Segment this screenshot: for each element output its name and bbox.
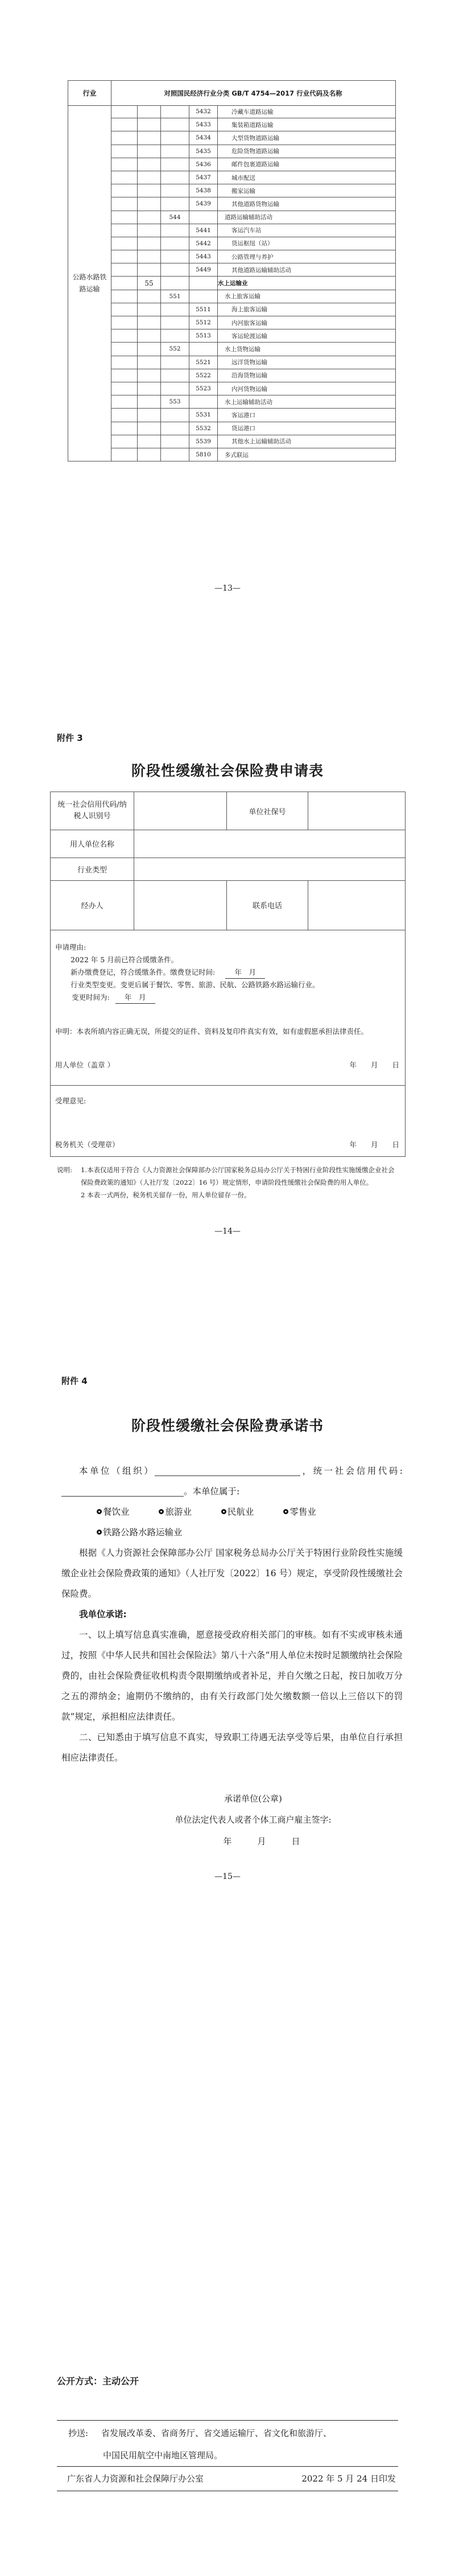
reason-option-1[interactable]: 2022 年 5 月前已符合缓缴条件。 xyxy=(71,955,179,964)
employer-seal-label: 用人单位（盖章 ） xyxy=(55,1061,114,1069)
code-level-4: 5435 xyxy=(189,145,218,158)
radio-circle-icon xyxy=(159,1509,164,1514)
code-level-4 xyxy=(189,343,218,355)
industry-name-cell: 海上旅客运输 xyxy=(231,306,267,314)
code-level-3 xyxy=(161,250,189,263)
table-row xyxy=(111,131,395,145)
code-level-2 xyxy=(138,356,161,369)
option-aviation[interactable] xyxy=(204,1502,254,1522)
industry-name-cell: 大型货物道路运输 xyxy=(231,134,279,142)
table-row xyxy=(111,250,395,263)
signature-representative: 单位法定代表人或者个体工商户雇主签字: xyxy=(175,1815,332,1825)
table-row xyxy=(111,171,395,184)
industry-name-cell: 水上旅客运输 xyxy=(225,293,260,300)
table-row xyxy=(111,211,395,224)
industry-name-cell: 内河货物运输 xyxy=(231,385,267,393)
code-level-2 xyxy=(138,382,161,395)
cc-line-1: 省发展改革委、省商务厅、省交通运输厅、省文化和旅游厅、 xyxy=(101,2428,332,2438)
change-date-row xyxy=(72,991,155,1004)
code-level-2 xyxy=(138,105,161,118)
industry-name-cell: 水上运输辅助活动 xyxy=(225,398,272,406)
organization-name-field[interactable] xyxy=(155,1464,300,1476)
code-level-4 xyxy=(189,277,218,289)
code-level-3 xyxy=(161,277,189,289)
code-level-4: 5449 xyxy=(189,263,218,276)
signature-date: 年 月 日 xyxy=(223,1836,300,1847)
table-row xyxy=(111,448,395,461)
industry-name-cell: 水上货物运输 xyxy=(225,345,260,353)
industry-name-cell: 其他道路货物运输 xyxy=(231,200,279,208)
code-level-3: 552 xyxy=(161,343,189,355)
table-row xyxy=(111,290,395,303)
divider xyxy=(57,2420,398,2421)
industry-name-cell: 内河旅客运输 xyxy=(231,319,267,327)
code-level-2 xyxy=(138,224,161,237)
code-level-4: 5522 xyxy=(189,369,218,382)
intro-text-1: 本单位（组织） xyxy=(79,1466,155,1476)
radio-circle-icon xyxy=(283,1509,288,1514)
credit-code-label: 统一社会信用代码/纳税人识别号 xyxy=(57,801,127,821)
code-level-1 xyxy=(111,356,138,369)
industry-name-cell: 道路运输辅助活动 xyxy=(225,214,272,221)
industry-name-cell: 其他道路运输辅助活动 xyxy=(231,266,291,274)
issue-date: 2022 年 5 月 24 日印发 xyxy=(301,2474,396,2484)
table-row xyxy=(111,237,395,250)
tax-authority-seal-label: 税务机关（受理章） xyxy=(55,1140,119,1149)
code-level-4: 5512 xyxy=(189,316,218,329)
industry-type-field[interactable] xyxy=(134,858,405,880)
table-row xyxy=(111,435,395,448)
code-level-2 xyxy=(138,329,161,342)
code-level-3 xyxy=(161,303,189,316)
code-level-4: 5438 xyxy=(189,184,218,197)
acceptance-opinion-label: 受理意见: xyxy=(55,1097,86,1105)
code-level-3 xyxy=(161,118,189,131)
code-level-2 xyxy=(138,435,161,448)
industry-options xyxy=(61,1502,403,1522)
code-level-3 xyxy=(161,197,189,210)
code-level-3 xyxy=(161,316,189,329)
code-level-2: 55 xyxy=(138,277,161,289)
code-level-2 xyxy=(138,237,161,250)
code-level-1 xyxy=(111,290,138,303)
industry-name-cell: 货运枢纽（站） xyxy=(231,240,274,248)
code-level-3 xyxy=(161,171,189,184)
industry-name-cell: 危险货物道路运输 xyxy=(231,148,279,155)
industry-name-cell: 客运港口 xyxy=(231,411,255,419)
application-form xyxy=(50,792,406,1157)
code-level-3: 551 xyxy=(161,290,189,303)
code-level-2 xyxy=(138,171,161,184)
code-level-2 xyxy=(138,118,161,131)
code-level-4: 5810 xyxy=(189,448,218,461)
table-row xyxy=(111,343,395,356)
code-level-2 xyxy=(138,343,161,355)
page-number: —15— xyxy=(214,1872,241,1881)
code-level-2 xyxy=(138,422,161,435)
code-level-1 xyxy=(111,211,138,224)
code-level-4: 5441 xyxy=(189,224,218,237)
option-label: 餐饮业 xyxy=(103,1507,130,1517)
radio-circle-icon xyxy=(97,1509,102,1514)
code-level-1 xyxy=(111,316,138,329)
code-level-3 xyxy=(161,409,189,421)
code-level-1 xyxy=(111,435,138,448)
declaration-text: 申明：本表所填内容正确无误，所提交的证件、资料及复印件真实有效，如有虚假愿承担法律责任。 xyxy=(55,1027,369,1036)
option-label: 旅游业 xyxy=(165,1507,192,1517)
signature-unit: 承诺单位(公章) xyxy=(224,1794,282,1804)
code-level-3 xyxy=(161,448,189,461)
code-level-1 xyxy=(111,448,138,461)
code-level-1 xyxy=(111,277,138,289)
notes-label: 说明: xyxy=(57,1166,72,1174)
reason-option-2[interactable] xyxy=(71,966,265,979)
industry-name-cell: 沿海货物运输 xyxy=(231,372,267,380)
industry-cell xyxy=(68,105,111,461)
handler-label: 经办人 xyxy=(81,902,104,910)
code-level-3 xyxy=(161,237,189,250)
intro-text-2: ，统一社会信用代码: xyxy=(300,1466,403,1476)
code-level-3 xyxy=(161,422,189,435)
pledge-2: 二、已知悉由于填写信息不真实，导致职工待遇无法享受等后果，由单位自行承担相应法律责任。 xyxy=(61,1732,403,1763)
reason-option-3[interactable]: 行业类型变更。变更后属于餐饮、零售、旅游、民航、公路铁路水路运输行业。 xyxy=(71,980,320,989)
code-level-1 xyxy=(111,303,138,316)
table-row xyxy=(111,409,395,422)
code-level-3: 553 xyxy=(161,395,189,408)
code-level-1 xyxy=(111,369,138,382)
industry-name-cell: 邮件包裹道路运输 xyxy=(231,161,279,168)
code-level-4 xyxy=(189,395,218,408)
industry-name-cell: 客运轮渡运输 xyxy=(231,332,267,340)
table-row xyxy=(111,316,395,329)
code-level-1 xyxy=(111,171,138,184)
table-row xyxy=(111,118,395,131)
code-level-1 xyxy=(111,145,138,158)
note-item-2: 2 本表一式两份，税务机关留存一份，用人单位留存一份。 xyxy=(81,1191,251,1199)
credit-code-field[interactable] xyxy=(134,792,226,830)
code-level-2 xyxy=(138,369,161,382)
cc-line-2: 中国民用航空中南地区管理局。 xyxy=(103,2450,223,2460)
employer-name-label: 用人单位名称 xyxy=(69,840,114,849)
code-level-3 xyxy=(161,224,189,237)
employer-seal-date: 年 月 日 xyxy=(349,1061,399,1069)
table-row xyxy=(111,303,395,316)
table-body xyxy=(111,105,395,461)
code-level-3 xyxy=(161,329,189,342)
code-level-3: 544 xyxy=(161,211,189,224)
industry-name-cell: 城市配送 xyxy=(231,174,255,182)
code-level-2 xyxy=(138,250,161,263)
table-row xyxy=(111,277,395,290)
code-level-4: 5439 xyxy=(189,197,218,210)
intro-text-3: 。本单位属于: xyxy=(184,1486,240,1497)
page-number: —14— xyxy=(214,1227,241,1236)
radio-circle-icon xyxy=(97,1530,102,1535)
code-level-2 xyxy=(138,145,161,158)
table-row xyxy=(111,369,395,382)
code-level-3 xyxy=(161,435,189,448)
industry-name-cell: 其他水上运输辅助活动 xyxy=(231,438,291,446)
code-level-3 xyxy=(161,184,189,197)
code-level-4: 5437 xyxy=(189,171,218,184)
code-level-2 xyxy=(138,184,161,197)
code-level-3 xyxy=(161,131,189,144)
option-label: 零售业 xyxy=(289,1507,316,1517)
code-level-4: 5531 xyxy=(189,409,218,421)
code-level-3 xyxy=(161,158,189,171)
credit-code-field[interactable] xyxy=(61,1485,184,1497)
code-level-4: 5432 xyxy=(189,105,218,118)
code-level-2 xyxy=(138,263,161,276)
code-level-1 xyxy=(111,105,138,118)
code-level-2 xyxy=(138,158,161,171)
code-level-1 xyxy=(111,329,138,342)
code-level-1 xyxy=(111,409,138,421)
table-row xyxy=(111,184,395,197)
industry-type-label: 行业类型 xyxy=(77,865,107,875)
handler-field[interactable] xyxy=(134,880,226,930)
industry-name: 公路水路铁路运输 xyxy=(72,273,107,293)
code-level-2 xyxy=(138,131,161,144)
registration-date-field[interactable]: 年 月 xyxy=(225,966,265,979)
code-level-2 xyxy=(138,303,161,316)
industry-name-cell: 搬家运输 xyxy=(231,187,255,195)
code-level-1 xyxy=(111,343,138,355)
table-row xyxy=(111,105,395,118)
table-row xyxy=(111,356,395,369)
basis-paragraph: 根据《人力资源社会保障部办公厅 国家税务总局办公厅关于特困行业阶段性实施缓缴企业社会保险费政策的通知》（人社厅发〔2022〕16 号）规定，享受阶段性缓缴社会保险费。 xyxy=(61,1548,403,1599)
industry-name-cell: 客运汽车站 xyxy=(231,227,262,234)
intro-paragraph xyxy=(61,1461,403,1502)
code-level-4: 5511 xyxy=(189,303,218,316)
table-row xyxy=(111,263,395,277)
industry-options-2 xyxy=(61,1522,403,1543)
reason-option-2-text: 新办缴费登记，符合缓缴条件。缴费登记时间: xyxy=(71,968,216,976)
industry-name-cell: 货运港口 xyxy=(231,425,255,432)
option-retail[interactable] xyxy=(266,1502,316,1522)
pledge-heading: 我单位承诺: xyxy=(79,1609,127,1619)
option-transport[interactable] xyxy=(79,1522,183,1543)
code-level-1 xyxy=(111,395,138,408)
industry-name-cell: 水上运输业 xyxy=(218,280,248,287)
code-level-4: 5539 xyxy=(189,435,218,448)
code-level-1 xyxy=(111,118,138,131)
table-row xyxy=(111,145,395,158)
divider xyxy=(51,1085,405,1086)
code-level-2 xyxy=(138,448,161,461)
industry-code-table xyxy=(68,80,396,461)
code-level-3 xyxy=(161,356,189,369)
table-row xyxy=(111,158,395,171)
industry-name-cell: 冷藏车道路运输 xyxy=(231,108,274,116)
industry-name-cell: 多式联运 xyxy=(225,451,249,459)
table-row xyxy=(111,197,395,211)
code-level-1 xyxy=(111,422,138,435)
code-level-1 xyxy=(111,184,138,197)
code-level-4: 5443 xyxy=(189,250,218,263)
industry-name-cell: 远洋货物运输 xyxy=(231,359,267,366)
code-level-1 xyxy=(111,263,138,276)
code-level-3 xyxy=(161,145,189,158)
employer-name-field[interactable] xyxy=(134,830,405,858)
table-header xyxy=(68,81,395,106)
code-level-1 xyxy=(111,158,138,171)
code-level-1 xyxy=(111,237,138,250)
table-row xyxy=(111,395,395,409)
table-row xyxy=(111,382,395,395)
option-catering[interactable] xyxy=(79,1502,130,1522)
code-level-4: 5436 xyxy=(189,158,218,171)
option-tourism[interactable] xyxy=(141,1502,192,1522)
note-item-1: 1.本表仅适用于符合《人力资源社会保障部办公厅国家税务总局办公厅关于特困行业阶段性实施缓缴企业社会保险费政策的通知》（人社厅发〔2022〕16 号）规定情形，申请阶段性缓缴社会保险费的用人单位。 xyxy=(81,1166,395,1186)
phone-label: 联系电话 xyxy=(252,902,282,910)
change-date-field[interactable]: 年 月 xyxy=(115,991,155,1004)
code-level-1 xyxy=(111,382,138,395)
option-label: 铁路公路水路运输业 xyxy=(103,1527,183,1538)
radio-circle-icon xyxy=(221,1509,226,1514)
code-level-3 xyxy=(161,369,189,382)
code-level-4: 5513 xyxy=(189,329,218,342)
page-title: 阶段性缓缴社会保险费申请表 xyxy=(131,763,324,779)
attachment-label: 附件 4 xyxy=(61,1376,88,1386)
social-security-no-field[interactable] xyxy=(308,792,405,830)
code-level-4: 5434 xyxy=(189,131,218,144)
phone-field[interactable] xyxy=(308,880,405,930)
industry-name-cell: 集装箱道路运输 xyxy=(231,121,274,129)
disclosure-method: 公开方式：主动公开 xyxy=(57,2376,139,2387)
code-level-1 xyxy=(111,224,138,237)
code-level-2 xyxy=(138,197,161,210)
code-level-2 xyxy=(138,290,161,303)
header-industry: 行业 xyxy=(68,81,111,105)
notes-body xyxy=(81,1164,396,1201)
code-level-3 xyxy=(161,382,189,395)
commitment-body xyxy=(61,1461,403,1768)
header-codes: 对照国民经济行业分类 GB/T 4754—2017 行业代码及名称 xyxy=(164,89,342,97)
industry-name-cell: 公路管理与养护 xyxy=(231,253,274,261)
attachment-label: 附件 3 xyxy=(57,733,83,743)
code-level-3 xyxy=(161,263,189,276)
cc-label: 抄送: xyxy=(68,2428,89,2438)
page-title: 阶段性缓缴社会保险费承诺书 xyxy=(131,1417,324,1434)
issuer: 广东省人力资源和社会保障厅办公室 xyxy=(67,2474,204,2484)
code-level-4 xyxy=(189,211,218,224)
code-level-2 xyxy=(138,316,161,329)
table-row xyxy=(111,329,395,343)
divider xyxy=(57,2466,398,2467)
social-security-no-label: 单位社保号 xyxy=(249,807,286,817)
tax-authority-date: 年 月 日 xyxy=(349,1140,399,1149)
code-level-4: 5433 xyxy=(189,118,218,131)
reason-label: 申请理由: xyxy=(55,943,86,951)
code-level-4: 5521 xyxy=(189,356,218,369)
pledge-1: 一、以上填写信息真实准确，愿意接受政府相关部门的审核。如有不实或审核未通过，按照《中华人民共和国社会保险法》第八十六条“用人单位未按时足额缴纳社会保险费的，由社会保险费征收机构责令限期缴纳或者补足，并自欠缴之日起，按日加收万分之五的滞纳金；逾期仍不缴纳的，由有关行政部门处欠缴数额一倍以上三倍以下的罚款”规定，承担相应法律责任。 xyxy=(61,1630,403,1722)
code-level-2 xyxy=(138,211,161,224)
table-row xyxy=(111,224,395,237)
code-level-4 xyxy=(189,290,218,303)
code-level-2 xyxy=(138,409,161,421)
option-label: 民航业 xyxy=(227,1507,254,1517)
code-level-1 xyxy=(111,197,138,210)
code-level-3 xyxy=(161,105,189,118)
code-level-1 xyxy=(111,250,138,263)
code-level-4: 5523 xyxy=(189,382,218,395)
change-date-label: 变更时间为: xyxy=(72,993,110,1001)
page-number: —13— xyxy=(214,584,241,593)
code-level-4: 5442 xyxy=(189,237,218,250)
code-level-4: 5532 xyxy=(189,422,218,435)
code-level-1 xyxy=(111,131,138,144)
table-row xyxy=(111,422,395,435)
code-level-2 xyxy=(138,395,161,408)
